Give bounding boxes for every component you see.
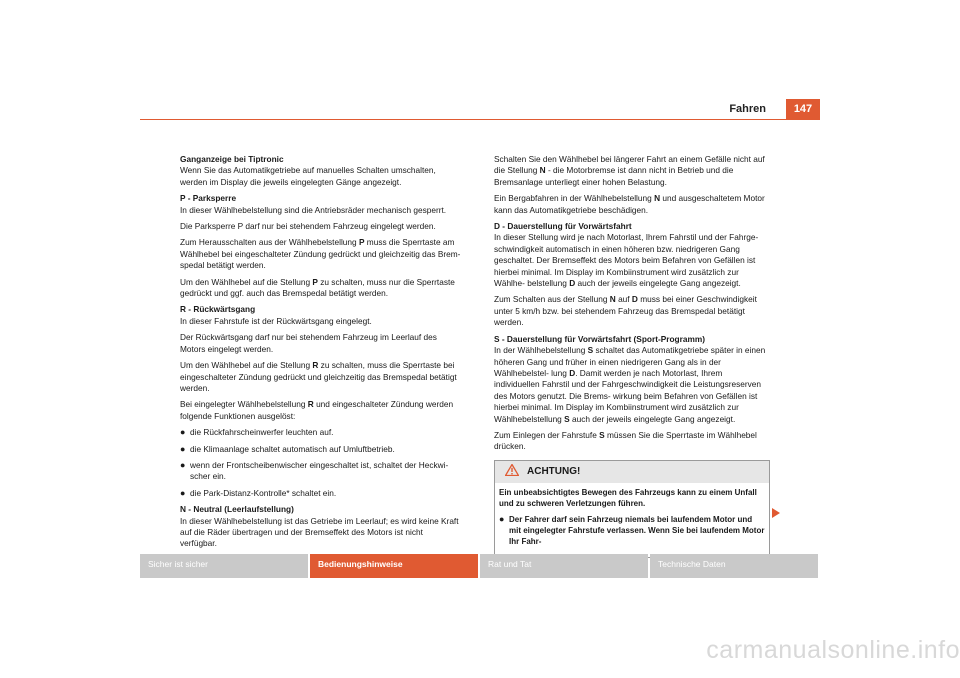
warning-triangle-icon	[505, 464, 519, 479]
left-column	[180, 154, 462, 555]
park-text-3: Zum Herausschalten aus der Wählhebelstellung P muss die Sperrtaste am Wählhebel bei eingeschalteter Zündung gedrückt und gleichzeitig das Brem- spedal betätigt werden.	[180, 237, 461, 271]
park-text-4: Um den Wählhebel auf die Stellung P zu schalten, muss nur die Sperrtaste gedrückt und ggf. auch das Bremspedal betätigt werden.	[180, 276, 455, 299]
warning-list-item: ● Der Fahrer darf sein Fahrzeug niemals bei laufendem Motor und mit eingelegter Fahrstufe verlassen. Wenn Sie bei laufendem Motor Ihr Fahr-	[499, 513, 765, 547]
bullet-icon: ●	[180, 443, 186, 454]
tiptronic-text: Wenn Sie das Automatikgetriebe auf manuelles Schalten umschalten, werden im Display die jeweils eingelegten Gänge angezeigt.	[180, 165, 436, 187]
header-rule	[140, 119, 820, 120]
park-heading: P - Parksperre	[180, 193, 237, 204]
drive-text-2: Zum Schalten aus der Stellung N auf D muss bei einer Geschwindigkeit unter 5 km/h bzw. bei stehendem Fahrzeug das Bremspedal betätigt werden.	[494, 294, 757, 328]
neutral-warning-text-2: Ein Bergabfahren in der Wählhebelstellung N und ausgeschaltetem Motor kann das Automatikgetriebe beschädigen.	[494, 193, 765, 215]
bullet-icon: ●	[499, 513, 505, 524]
sport-heading: S - Dauerstellung für Vorwärtsfahrt (Sport-Programm)	[494, 333, 705, 344]
neutral-warning-text-1: Schalten Sie den Wählhebel bei längerer Fahrt an einem Gefälle nicht auf die Stellung N - die Motorbremse ist dann nicht in Betrieb und die Bremsanlage unterliegt einer hohen Belastung.	[494, 154, 765, 187]
footer-tab-bedienungshinweise[interactable]: Bedienungshinweise	[310, 554, 478, 578]
park-text-1: In dieser Wählhebelstellung sind die Antriebsräder mechanisch gesperrt.	[180, 204, 447, 215]
page-section-title: Fahren	[729, 103, 766, 115]
bullet-icon: ●	[180, 487, 186, 498]
watermark: carmanualsonline.info	[706, 636, 960, 664]
footer-tab-technische-daten[interactable]: Technische Daten	[650, 554, 818, 578]
sport-text-1: In der Wählhebelstellung S schaltet das Automatikgetriebe später in einen höheren Gang und früher in einen niedrigeren Gang als in der Wählhebelstel- lung D. Damit werden je nach Motorlast, Ihrem individuellen Fahrstil und der Fahrgeschwindigkeit die Leistungsreserven des Motors genutzt. Die Brems- wirkung beim Befahren von Gefällen ist hierbei minimal. Im Display im Kombiinstrument wird zusätzlich zur Wählhebelstellung S auch der jeweils eingelegte Gang angezeigt.	[494, 345, 766, 424]
warning-header	[495, 461, 769, 483]
neutral-text: In dieser Wählhebelstellung ist das Getriebe im Leerlauf; es wird keine Kraft auf die Räder übertragen und der Bremseffekt des Motors ist nicht verfügbar.	[180, 515, 459, 549]
drive-text-1: In dieser Stellung wird je nach Motorlast, Ihrem Fahrstil und der Fahrge- schwindigkeit automatisch in einen höheren bzw. niedrigeren Gang geschaltet. Der Bremseffekt des Motors beim Befahren von Gefällen ist hierbei minimal. Im Display im Kombiinstrument wird zusätzlich zur Wählhe- belstellung D auch der jeweils eingelegte Gang angezeigt.	[494, 232, 759, 289]
drive-heading: D - Dauerstellung für Vorwärtsfahrt	[494, 221, 632, 232]
warning-text-1: Ein unbeabsichtigtes Bewegen des Fahrzeugs kann zu einem Unfall und zu schweren Verletzungen führen.	[499, 487, 757, 509]
list-item: ● wenn der Frontscheibenwischer eingeschaltet ist, schaltet der Heckwi- scher ein.	[180, 459, 449, 482]
park-text-2: Die Parksperre P darf nur bei stehendem Fahrzeug eingelegt werden.	[180, 221, 436, 232]
neutral-heading: N - Neutral (Leerlaufstellung)	[180, 504, 294, 515]
next-page-arrow-icon	[772, 508, 780, 518]
tiptronic-heading: Ganganzeige bei Tiptronic	[180, 154, 284, 164]
warning-title: ACHTUNG!	[527, 466, 581, 478]
page-number-badge: 147	[786, 99, 820, 119]
list-item: ● die Klimaanlage schaltet automatisch auf Umluftbetrieb.	[180, 443, 395, 454]
reverse-text-3: Um den Wählhebel auf die Stellung R zu schalten, muss die Sperrtaste bei eingeschalteter Zündung gedrückt und gleichzeitig das Bremspedal betätigt werden.	[180, 360, 457, 393]
bullet-icon: ●	[180, 459, 186, 470]
footer-tab-sicher[interactable]: Sicher ist sicher	[140, 554, 308, 578]
warning-body	[495, 483, 769, 557]
reverse-text-2: Der Rückwärtsgang darf nur bei stehendem Fahrzeug im Leerlauf des Motors eingelegt werden.	[180, 332, 437, 354]
list-item: ● die Rückfahrscheinwerfer leuchten auf.	[180, 427, 334, 438]
footer-nav	[140, 554, 820, 578]
footer-tab-rat-und-tat[interactable]: Rat und Tat	[480, 554, 648, 578]
bullet-icon: ●	[180, 427, 186, 438]
warning-box	[494, 460, 770, 558]
reverse-text-1: In dieser Fahrstufe ist der Rückwärtsgang eingelegt.	[180, 315, 372, 326]
right-column	[494, 154, 770, 558]
sport-text-2: Zum Einlegen der Fahrstufe S müssen Sie die Sperrtaste im Wählhebel drücken.	[494, 429, 757, 452]
reverse-text-4: Bei eingelegter Wählhebelstellung R und eingeschalteter Zündung werden folgende Funktionen ausgelöst:	[180, 399, 454, 421]
reverse-heading: R - Rückwärtsgang	[180, 304, 256, 315]
list-item: ● die Park-Distanz-Kontrolle* schaltet ein.	[180, 487, 337, 498]
